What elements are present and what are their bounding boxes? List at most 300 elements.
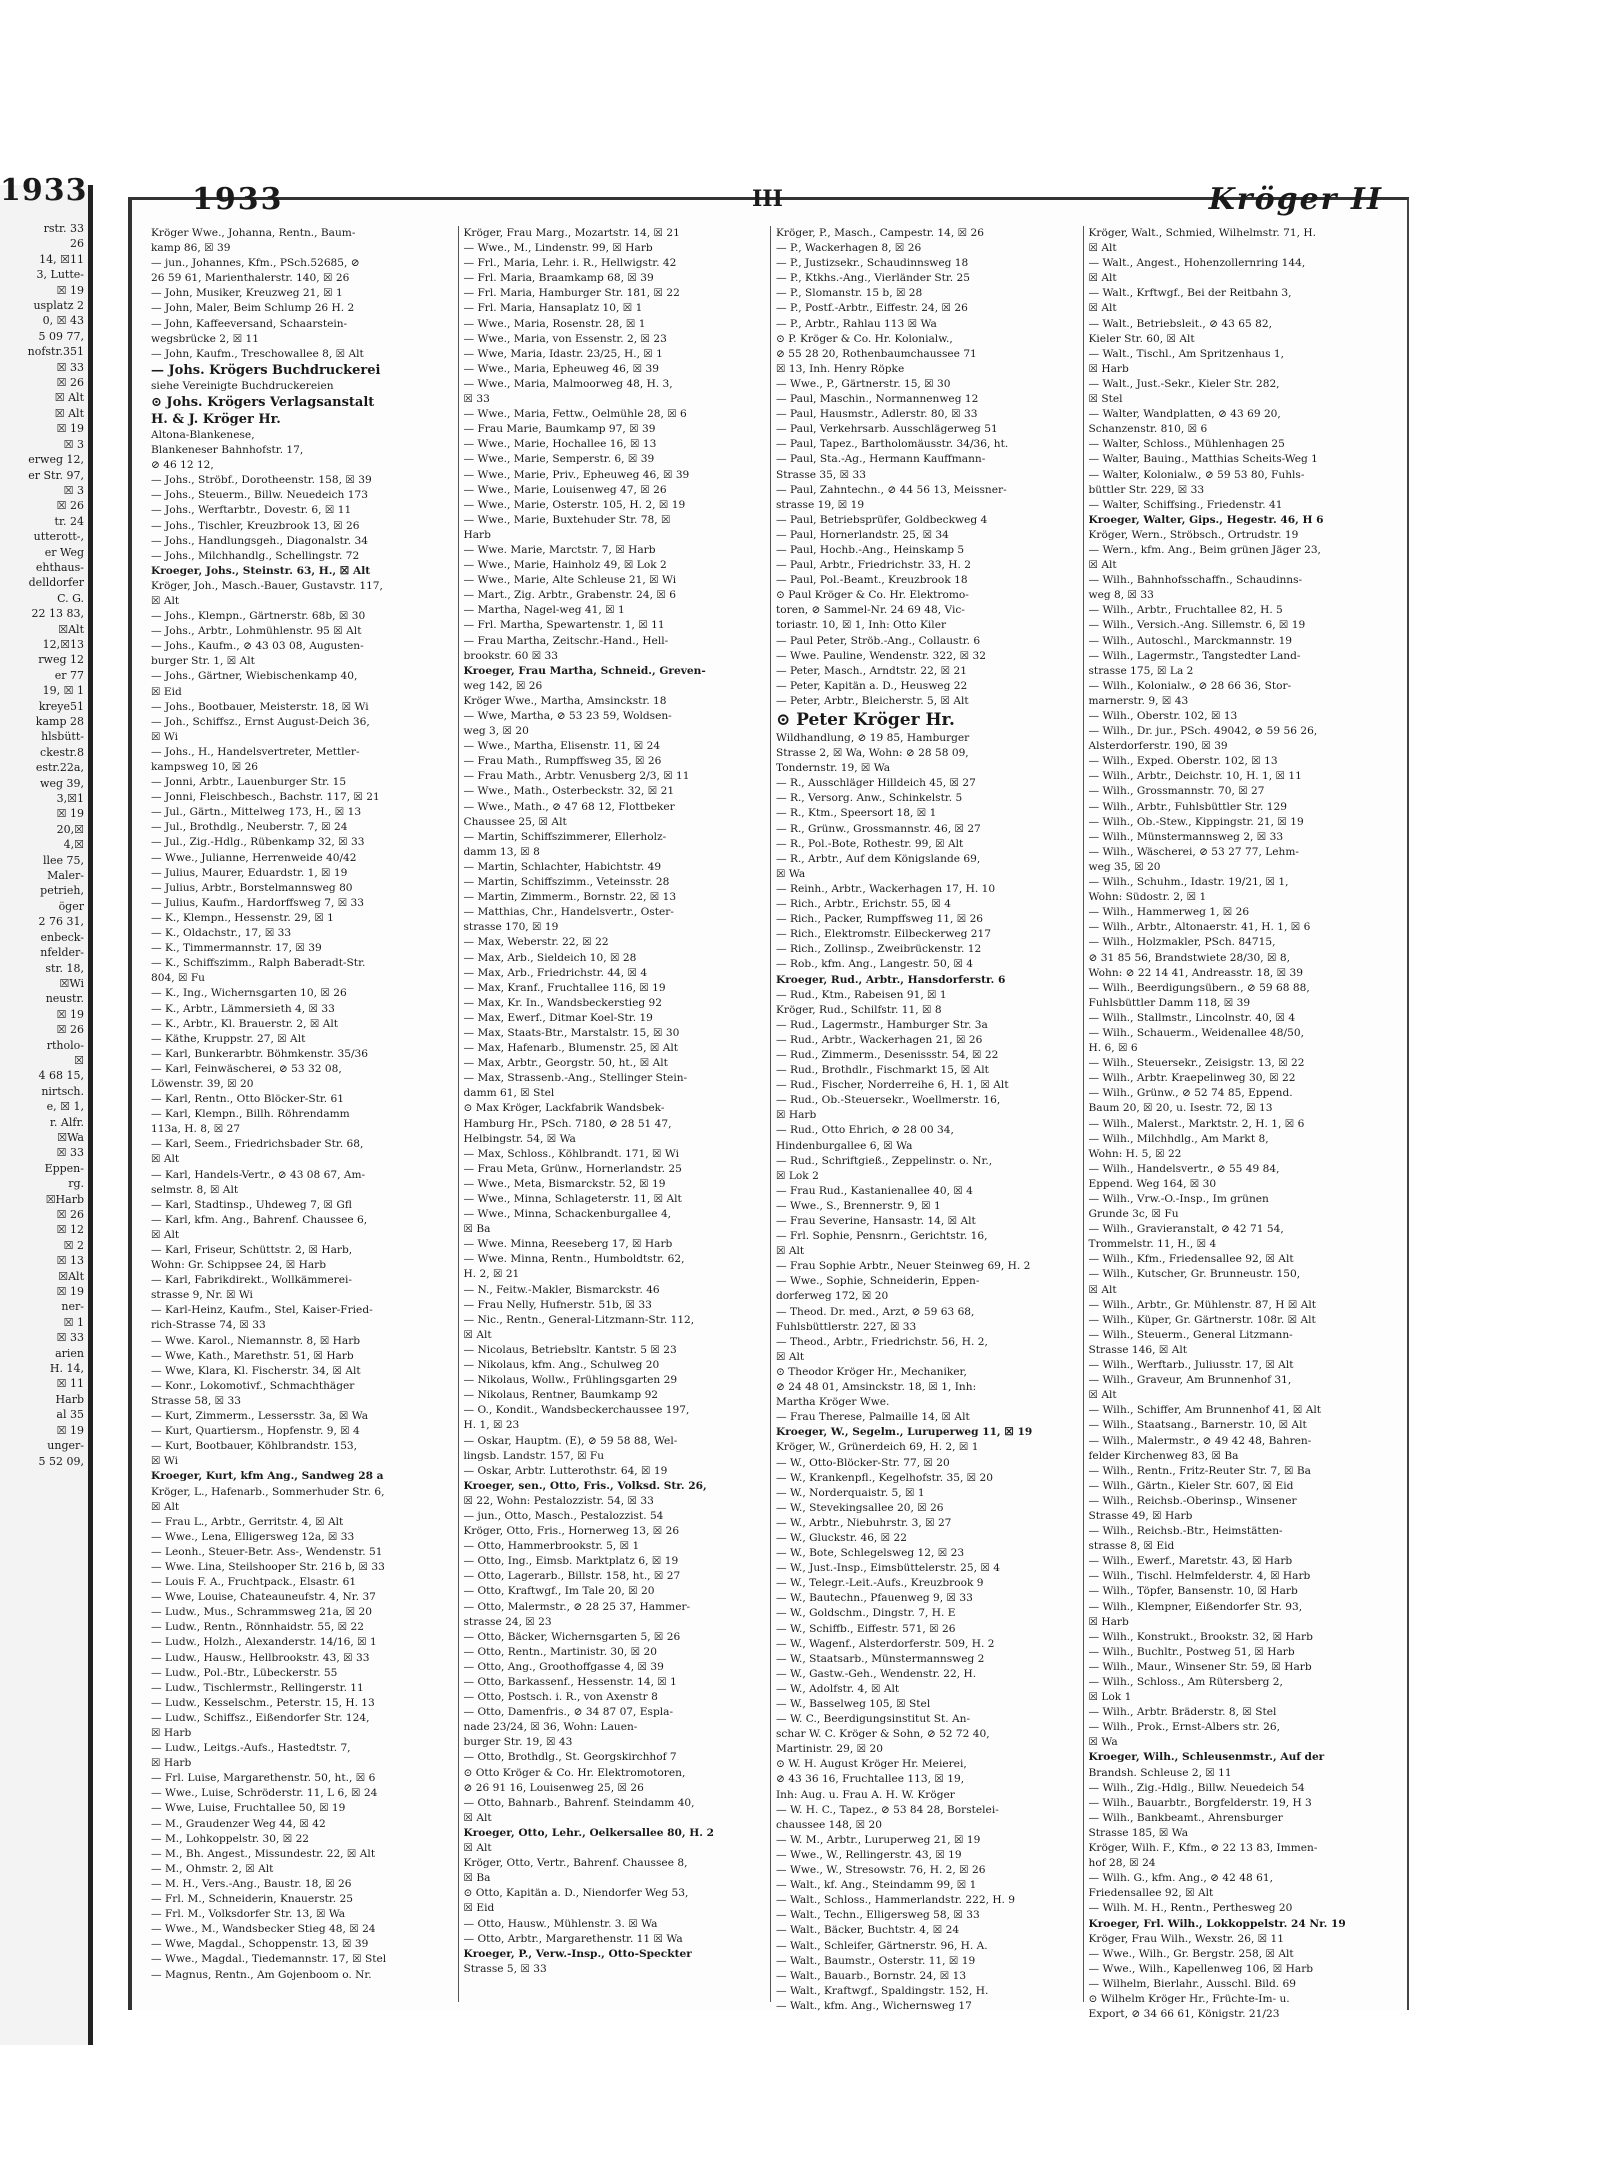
- directory-entry: Löwenstr. 39, ☒ 20: [151, 1077, 254, 1090]
- previous-page-fragment: erweg 12,: [28, 453, 84, 467]
- directory-entry: — K., Ing., Wichernsgarten 10, ☒ 26: [151, 987, 347, 1000]
- directory-entry: — Otto, Malermstr., ⊘ 28 25 37, Hammer-: [463, 1600, 691, 1613]
- directory-entry: — Johs., Tischler, Kreuzbrook 13, ☒ 26: [151, 519, 360, 532]
- directory-entry: — Wilh., Schloss., Am Rütersberg 2,: [1088, 1676, 1283, 1688]
- directory-entry: ☒ 22, Wohn: Pestalozzistr. 54, ☒ 33: [463, 1494, 654, 1507]
- directory-entry: ☒ Alt: [151, 1153, 180, 1166]
- directory-entry: — Theod. Dr. med., Arzt, ⊘ 59 63 68,: [776, 1305, 975, 1318]
- directory-entry: — Johs., Handlungsgeh., Diagonalstr. 34: [151, 534, 369, 547]
- directory-entry: Harb: [463, 528, 491, 541]
- directory-entry: — R., Arbtr., Auf dem Königslande 69,: [776, 852, 981, 865]
- directory-entry: — Ludw., Kesselschm., Peterstr. 15, H. 13: [151, 1696, 375, 1709]
- directory-entry: — Walt., Schloss., Hammerlandstr. 222, H. 9: [776, 1894, 1016, 1907]
- directory-entry: — Wilh., Schiffer, Am Brunnenhof 41, ☒ Alt: [1088, 1404, 1322, 1417]
- previous-page-fragment: ☒ 19: [56, 283, 84, 297]
- directory-entry: — Wilh., Hammerweg 1, ☒ 26: [1088, 906, 1250, 919]
- directory-entry: — Max, Weberstr. 22, ☒ 22: [463, 936, 609, 949]
- directory-entry: felder Kirchenweg 83, ☒ Ba: [1088, 1449, 1239, 1462]
- directory-entry: — Wilh., Arbtr., Fuhlsbüttler Str. 129: [1088, 800, 1288, 813]
- directory-entry: — Frau Math., Rumpffsweg 35, ☒ 26: [463, 755, 662, 768]
- previous-page-fragment: ☒ 19: [56, 1423, 84, 1437]
- previous-page-fragment: rtholo-: [46, 1038, 84, 1052]
- column-3: [770, 226, 1083, 2012]
- directory-entry: — P., Justizsekr., Schaudinnsweg 18: [776, 257, 969, 270]
- directory-entry: — Karl, Fabrikdirekt., Wollkämmerei-: [151, 1274, 352, 1287]
- previous-page-fragment: ☒ 26: [56, 1208, 84, 1221]
- directory-entry: — Wilh., Kutscher, Gr. Brunneustr. 150,: [1088, 1268, 1301, 1281]
- directory-entry: — Karl, Friseur, Schüttstr. 2, ☒ Harb,: [151, 1244, 353, 1256]
- directory-entry: — W. C., Beerdigungsinstitut St. An-: [776, 1713, 971, 1726]
- previous-page-fragment: ☒ 33: [56, 1331, 84, 1345]
- previous-page-fragment: 22 13 83,: [31, 607, 84, 621]
- directory-entry: ☒ Wi: [151, 730, 178, 743]
- directory-entry: — K., Schiffszimm., Ralph Baberadt-Str.: [151, 957, 366, 970]
- directory-entry: Kroeger, P., Verw.-Insp., Otto-Speckter: [463, 1947, 692, 1960]
- directory-entry: kampsweg 10, ☒ 26: [151, 761, 259, 773]
- directory-entry: — Karl, Rentn., Otto Blöcker-Str. 61: [151, 1093, 345, 1106]
- directory-entry: brookstr. 60 ☒ 33: [463, 649, 559, 662]
- directory-entry: — Karl, Bunkerarbtr. Böhmkenstr. 35/36: [151, 1047, 369, 1060]
- directory-entry: — Johs., Kaufm., ⊘ 43 03 08, Augusten-: [151, 640, 364, 653]
- directory-entry: — Martha, Nagel-weg 41, ☒ 1: [463, 604, 625, 617]
- previous-page-fragment: weg 39,: [40, 776, 84, 790]
- directory-entry: — Nicolaus, Betriebsltr. Kantstr. 5 ☒ 23: [463, 1343, 677, 1356]
- directory-entry: H. & J. Kröger Hr.: [151, 411, 281, 427]
- previous-page-fragment: 20,☒: [56, 822, 84, 836]
- directory-entry: — Otto, Hammerbrookstr. 5, ☒ 1: [463, 1540, 640, 1553]
- directory-entry: — Wwe., Sophie, Schneiderin, Eppen-: [776, 1275, 980, 1288]
- directory-entry: — W., Otto-Blöcker-Str. 77, ☒ 20: [776, 1456, 950, 1469]
- directory-entry: — Ludw., Pol.-Btr., Lübeckerstr. 55: [151, 1666, 338, 1679]
- directory-entry: ☒ Ba: [463, 1223, 491, 1236]
- previous-page-fragment: usplatz 2: [33, 299, 84, 313]
- directory-entry: — Wwe., Maria, Rosenstr. 28, ☒ 1: [463, 317, 646, 330]
- directory-entry: — jun., Otto, Masch., Pestalozzist. 54: [463, 1509, 664, 1522]
- directory-entry: — Wwe., Marie, Alte Schleuse 21, ☒ Wi: [463, 574, 677, 587]
- directory-entry: — Rud., Zimmerm., Desenissstr. 54, ☒ 22: [776, 1048, 999, 1061]
- page-header: [132, 182, 1407, 222]
- directory-entry: — Wwe, Luise, Fruchtallee 50, ☒ 19: [151, 1802, 346, 1815]
- directory-entry: — W., Gluckstr. 46, ☒ 22: [776, 1531, 908, 1544]
- directory-entry: — Wilh., Arbtr. Kraepelinweg 30, ☒ 22: [1088, 1072, 1296, 1085]
- directory-entry: Kroeger, Wilh., Schleusenmstr., Auf der: [1088, 1751, 1325, 1764]
- directory-entry: — Magnus, Rentn., Am Gojenboom o. Nr.: [151, 1968, 372, 1981]
- directory-entry: ☒ Lok 2: [776, 1169, 819, 1182]
- directory-entry: — Wwe., Marie, Semperstr. 6, ☒ 39: [463, 453, 655, 466]
- directory-entry: — Wwe. Lina, Steilshooper Str. 216 b, ☒ 33: [151, 1560, 385, 1573]
- directory-entry: — Wwe. Pauline, Wendenstr. 322, ☒ 32: [776, 649, 986, 662]
- directory-entry: — Oskar, Hauptm. (E), ⊘ 59 58 88, Wel-: [463, 1434, 678, 1447]
- directory-entry: — Otto, Ang., Groothoffgasse 4, ☒ 39: [463, 1660, 664, 1673]
- directory-entry: Fuhlsbüttler Damm 118, ☒ 39: [1088, 996, 1251, 1009]
- directory-entry: — Rud., Ob.-Steuersekr., Woellmerstr. 16,: [776, 1094, 1001, 1107]
- directory-entry: — Wilh. M. H., Rentn., Perthesweg 20: [1088, 1902, 1293, 1915]
- directory-entry: — Max, Arb., Sieldeich 10, ☒ 28: [463, 951, 637, 964]
- directory-entry: — Otto, Barkassenf., Hessenstr. 14, ☒ 1: [463, 1676, 677, 1688]
- previous-page-fragment: ☒ 12: [56, 1223, 84, 1237]
- directory-entry: — Walt., Angest., Hohenzollernring 144,: [1088, 257, 1306, 270]
- directory-entry: — Frau L., Arbtr., Gerritstr. 4, ☒ Alt: [151, 1515, 344, 1528]
- directory-entry: Altona-Blankenese,: [151, 428, 255, 441]
- directory-entry: — Wwe., M., Lindenstr. 99, ☒ Harb: [463, 242, 653, 255]
- previous-page-fragment: 19, ☒ 1: [42, 684, 84, 698]
- directory-entry: Kroeger, W., Segelm., Luruperweg 11, ☒ 19: [776, 1426, 1033, 1439]
- previous-page-fragment: ☒Harb: [45, 1192, 84, 1206]
- directory-entry: Fuhlsbüttlerstr. 227, ☒ 33: [776, 1320, 917, 1333]
- directory-entry: — Wilh., Küper, Gr. Gärtnerstr. 108r. ☒ Alt: [1088, 1313, 1316, 1326]
- directory-entry: — P., Slomanstr. 15 b, ☒ 28: [776, 287, 923, 300]
- directory-entry: — Otto, Ing., Eimsb. Marktplatz 6, ☒ 19: [463, 1555, 679, 1568]
- directory-entry: — K., Oldachstr., 17, ☒ 33: [151, 927, 292, 940]
- directory-entry: weg 142, ☒ 26: [463, 679, 543, 692]
- directory-entry: — W., Norderquaistr. 5, ☒ 1: [776, 1486, 925, 1499]
- previous-page-fragment: tr. 24: [54, 514, 84, 528]
- directory-entry: Baum 20, ☒ 20, u. Isestr. 72, ☒ 13: [1088, 1102, 1273, 1115]
- directory-entry: — P., Ktkhs.-Ang., Vierländer Str. 25: [776, 272, 971, 285]
- directory-entry: — Ludw., Holzh., Alexanderstr. 14/16, ☒ 1: [151, 1636, 377, 1649]
- directory-entry: — Nikolaus, Rentner, Baumkamp 92: [463, 1389, 659, 1402]
- column-1: [146, 226, 458, 2002]
- directory-entry: — Max, Schloss., Köhlbrandt. 171, ☒ Wi: [463, 1147, 679, 1160]
- directory-entry: ☒ Alt: [776, 1245, 805, 1258]
- previous-page-fragment: kamp 28: [35, 715, 84, 728]
- directory-entry: — Walt., Techn., Elligersweg 58, ☒ 33: [776, 1909, 980, 1922]
- directory-entry: — Wwe., Maria, von Essenstr. 2, ☒ 23: [463, 332, 667, 345]
- directory-entry: ☒ Harb: [776, 1109, 817, 1122]
- directory-entry: — Wilh., Buchltr., Postweg 51, ☒ Harb: [1088, 1645, 1295, 1658]
- directory-entry: — Frau Meta, Grünw., Hornerlandstr. 25: [463, 1162, 682, 1175]
- previous-page-fragment: arien: [55, 1346, 84, 1360]
- directory-entry: — Nikolaus, kfm. Ang., Schulweg 20: [463, 1359, 660, 1372]
- directory-entry: — Martin, Schiffszimm., Veteinsstr. 28: [463, 876, 670, 889]
- directory-entry: — Wwe, Louise, Chateauneufstr. 4, Nr. 37: [151, 1591, 376, 1604]
- previous-page-fragment: ckestr.8: [40, 745, 84, 759]
- directory-entry: — Paul, Arbtr., Friedrichstr. 33, H. 2: [776, 559, 971, 572]
- directory-entry: — Kurt, Bootbauer, Köhlbrandstr. 153,: [151, 1440, 358, 1453]
- directory-entry: — Kurt, Quartiersm., Hopfenstr. 9, ☒ 4: [151, 1425, 360, 1438]
- directory-entry: — Paul, Sta.-Ag., Hermann Kauffmann-: [776, 453, 986, 466]
- directory-entry: — N., Feitw.-Makler, Bismarckstr. 46: [463, 1283, 660, 1296]
- directory-entry: — Mart., Zig. Arbtr., Grabenstr. 24, ☒ 6: [463, 589, 676, 602]
- directory-entry: Eppend. Weg 164, ☒ 30: [1088, 1177, 1217, 1190]
- directory-entry: ☒ Alt: [151, 594, 180, 607]
- directory-entry: — Johs., Steuerm., Billw. Neuedeich 173: [151, 489, 368, 502]
- directory-entry: — Rud., Ktm., Rabeisen 91, ☒ 1: [776, 988, 947, 1001]
- directory-entry: — Wilh., Kolonialw., ⊘ 28 66 36, Stor-: [1088, 679, 1292, 692]
- previous-page-fragment: 12,☒13: [42, 637, 84, 651]
- directory-entry: strasse 9, Nr. ☒ Wi: [151, 1289, 253, 1302]
- previous-page-fragment: öger: [58, 899, 84, 913]
- directory-entry: — Martin, Schiffszimmerer, Ellerholz-: [463, 830, 667, 843]
- directory-entry: — Kurt, Zimmerm., Lessersstr. 3a, ☒ Wa: [151, 1410, 369, 1423]
- directory-entry: — Johs., Ströbf., Dorotheenstr. 158, ☒ 39: [151, 474, 372, 487]
- directory-entry: — Peter, Kapitän a. D., Heusweg 22: [776, 679, 968, 692]
- directory-entry: — Martin, Schlachter, Habichtstr. 49: [463, 860, 662, 873]
- directory-entry: strasse 175, ☒ La 2: [1088, 664, 1194, 677]
- directory-entry: hof 28, ☒ 24: [1088, 1857, 1156, 1870]
- previous-page-fragment: ☒ 19: [56, 1007, 84, 1021]
- directory-entry: toriastr. 10, ☒ 1, Inh: Otto Kiler: [776, 619, 947, 632]
- directory-entry: — Wwe., Marie, Osterstr. 105, H. 2, ☒ 19: [463, 498, 686, 511]
- directory-entry: — Wilh., Stallmstr., Lincolnstr. 40, ☒ 4: [1088, 1011, 1296, 1024]
- directory-entry: — Paul, Tapez., Bartholomäusstr. 34/36, ht.: [776, 438, 1009, 451]
- previous-page-fragment: 3,☒1: [56, 792, 84, 806]
- directory-entry: Kroeger, Walter, Gips., Hegestr. 46, H 6: [1088, 513, 1324, 526]
- directory-entry: — R., Ausschläger Hilldeich 45, ☒ 27: [776, 777, 976, 790]
- directory-entry: Kröger, Frau Wilh., Wexstr. 26, ☒ 11: [1088, 1932, 1285, 1945]
- directory-entry: — Wwe., Marie, Hainholz 49, ☒ Lok 2: [463, 559, 667, 572]
- directory-entry: ⊙ Paul Kröger & Co. Hr. Elektromo-: [776, 589, 969, 602]
- directory-entry: — Wwe., W., Stresowstr. 76, H. 2, ☒ 26: [776, 1864, 986, 1877]
- directory-entry: nade 23/24, ☒ 36, Wohn: Lauen-: [463, 1721, 638, 1734]
- directory-entry: — Wilh., Vrw.-O.-Insp., Im grünen: [1088, 1193, 1269, 1205]
- directory-entry: dorferweg 172, ☒ 20: [776, 1290, 889, 1303]
- directory-entry: — Max, Kr. In., Wandsbeckerstieg 92: [463, 996, 663, 1009]
- directory-entry: — Wilh., Bankbeamt., Ahrensburger: [1088, 1811, 1283, 1824]
- directory-entry: ☒ Alt: [1088, 272, 1117, 285]
- directory-entry: Kröger, Wern., Ströbsch., Ortrudstr. 19: [1088, 528, 1299, 541]
- directory-entry: — Peter, Masch., Arndtstr. 22, ☒ 21: [776, 664, 967, 677]
- directory-entry: — Wwe., Marie, Hochallee 16, ☒ 13: [463, 438, 657, 451]
- directory-entry: — Max, Kranf., Fruchtallee 116, ☒ 19: [463, 981, 666, 994]
- directory-entry: — Wwe., P., Gärtnerstr. 15, ☒ 30: [776, 377, 951, 390]
- directory-entry: — Max, Hafenarb., Blumenstr. 25, ☒ Alt: [463, 1042, 679, 1055]
- directory-entry: — Frau Sophie Arbtr., Neuer Steinweg 69, H. 2: [776, 1260, 1031, 1273]
- directory-entry: Martha Kröger Wwe.: [776, 1396, 890, 1409]
- directory-entry: — W., Schiffb., Eiffestr. 571, ☒ 26: [776, 1622, 956, 1635]
- directory-entry: rich-Strasse 74, ☒ 33: [151, 1319, 266, 1332]
- directory-entry: lingsb. Landstr. 157, ☒ Fu: [463, 1449, 605, 1462]
- previous-page-fragment: ☒ 3: [63, 437, 84, 451]
- directory-entry: — Wwe. Minna, Rentn., Humboldtstr. 62,: [463, 1253, 685, 1266]
- directory-entry: — Johs., Gärtner, Wiebischenkamp 40,: [151, 670, 358, 683]
- directory-entry: — Rud., Schriftgieß., Zeppelinstr. o. Nr.,: [776, 1154, 993, 1167]
- directory-entry: — Wilh., Staatsang., Barnerstr. 10, ☒ Alt: [1088, 1419, 1307, 1432]
- previous-page-fragment: rstr. 33: [43, 222, 84, 235]
- directory-entry: — Rob., kfm. Ang., Langestr. 50, ☒ 4: [776, 958, 974, 971]
- directory-entry: — Wwe, Magdal., Schoppenstr. 13, ☒ 39: [151, 1938, 369, 1951]
- directory-entry: — M., Bh. Angest., Missundestr. 22, ☒ Alt: [151, 1847, 376, 1860]
- directory-entry: — John, Kaufm., Treschowallee 8, ☒ Alt: [151, 347, 364, 360]
- directory-entry: — Rud., Otto Ehrich, ⊘ 28 00 34,: [776, 1124, 954, 1137]
- directory-entry: — Frl., Maria, Lehr. i. R., Hellwigstr. 42: [463, 257, 677, 270]
- previous-page-fragment: 2 76 31,: [38, 915, 84, 929]
- directory-entry: — Wilh., Bauarbtr., Borgfelderstr. 19, H 3: [1088, 1796, 1312, 1809]
- directory-entry: — Otto, Bäcker, Wichernsgarten 5, ☒ 26: [463, 1630, 681, 1643]
- directory-entry: — Otto, Brothdlg., St. Georgskirchhof 7: [463, 1751, 677, 1764]
- directory-entry: ⊙ Otto, Kapitän a. D., Niendorfer Weg 53,: [463, 1887, 689, 1900]
- directory-entry: ☒ Alt: [463, 1328, 492, 1341]
- directory-entry: — Oskar, Arbtr. Lutterothstr. 64, ☒ 19: [463, 1464, 668, 1477]
- directory-entry: — Walt., Schleifer, Gärtnerstr. 96, H. A.: [776, 1939, 988, 1952]
- directory-entry: — Wilh. G., kfm. Ang., ⊘ 42 48 61,: [1088, 1872, 1273, 1885]
- directory-entry: ☒ Alt: [1088, 1389, 1117, 1402]
- directory-entry: ☒ Eid: [463, 1902, 495, 1915]
- directory-entry: Hamburg Hr., PSch. 7180, ⊘ 28 51 47,: [463, 1117, 672, 1130]
- directory-entry: Kroeger, Johs., Steinstr. 63, H., ☒ Alt: [151, 564, 371, 577]
- directory-entry: — Paul, Hausmstr., Adlerstr. 80, ☒ 33: [776, 408, 978, 421]
- directory-entry: — Ludw., Rentn., Rönnhaidstr. 55, ☒ 22: [151, 1621, 364, 1634]
- previous-page-fragment: er Weg: [44, 545, 84, 559]
- directory-entry: — Wilh., Dr. jur., PSch. 49042, ⊘ 59 56 26,: [1088, 725, 1318, 738]
- directory-entry: — Wwe, Kath., Marethstr. 51, ☒ Harb: [151, 1349, 354, 1362]
- directory-entry: — Johs., Bootbauer, Meisterstr. 18, ☒ Wi: [151, 700, 369, 713]
- directory-entry: — Jul., Brothdlg., Neuberstr. 7, ☒ 24: [151, 821, 348, 834]
- directory-entry: — Wwe., Maria, Epheuweg 46, ☒ 39: [463, 362, 659, 375]
- directory-entry: Tondernstr. 19, ☒ Wa: [776, 762, 891, 775]
- directory-entry: Kroeger, Frau Martha, Schneid., Greven-: [463, 664, 706, 677]
- directory-entry: — W., Krankenpfl., Kegelhofstr. 35, ☒ 20: [776, 1471, 994, 1484]
- directory-entry: — Wwe., Meta, Bismarckstr. 52, ☒ 19: [463, 1177, 666, 1190]
- directory-entry: — Frau Martha, Zeitschr.-Hand., Hell-: [463, 634, 669, 647]
- previous-page-fragment: ☒ 3: [63, 483, 84, 497]
- directory-entry: — Johs., Klempn., Gärtnerstr. 68b, ☒ 30: [151, 610, 366, 623]
- directory-entry: — Wilh., Arbtr., Deichstr. 10, H. 1, ☒ 11: [1088, 770, 1302, 783]
- directory-entry: — Wwe., Math., Osterbeckstr. 32, ☒ 21: [463, 785, 675, 798]
- previous-page-fragment: H. 14,: [49, 1362, 84, 1376]
- directory-entry: — Nikolaus, Wollw., Frühlingsgarten 29: [463, 1374, 678, 1387]
- directory-entry: Schanzenstr. 810, ☒ 6: [1088, 423, 1208, 436]
- directory-entry: — Wilh., Versich.-Ang. Sillemstr. 6, ☒ 19: [1088, 619, 1306, 632]
- previous-page-fragment: ☒Wa: [57, 1130, 84, 1144]
- previous-page-fragment: ☒ 33: [56, 1146, 84, 1160]
- directory-entry: — W., Basselweg 105, ☒ Stel: [776, 1698, 931, 1710]
- directory-entry: ⊘ 46 12 12,: [151, 459, 214, 472]
- directory-entry: — Paul, Maschin., Normannenweg 12: [776, 393, 979, 406]
- directory-entry: — Paul, Hornerlandstr. 25, ☒ 34: [776, 528, 949, 541]
- directory-entry: Alsterdorferstr. 190, ☒ 39: [1088, 740, 1228, 753]
- directory-entry: Kröger, P., Masch., Campestr. 14, ☒ 26: [776, 227, 984, 239]
- directory-entry: — Matthias, Chr., Handelsvertr., Oster-: [463, 906, 674, 919]
- previous-page-fragment: enbeck-: [40, 930, 84, 944]
- directory-entry: ⊘ 43 36 16, Fruchtallee 113, ☒ 19,: [776, 1773, 965, 1786]
- directory-entry: Kroeger, Rud., Arbtr., Hansdorferstr. 6: [776, 973, 1006, 986]
- directory-entry: — jun., Johannes, Kfm., PSch.52685, ⊘: [151, 257, 360, 270]
- directory-entry: — W., Just.-Insp., Eimsbüttelerstr. 25, ☒ 4: [776, 1562, 1000, 1575]
- directory-entry: ⊙ W. H. August Kröger Hr. Meierei,: [776, 1758, 967, 1771]
- directory-entry: ☒ Harb: [1088, 362, 1129, 375]
- directory-entry: — Wwe. Karol., Niemannstr. 8, ☒ Harb: [151, 1334, 361, 1347]
- directory-entry: — K., Klempn., Hessenstr. 29, ☒ 1: [151, 911, 334, 924]
- directory-entry: — Otto, Damenfris., ⊘ 34 87 07, Esplа-: [463, 1706, 674, 1719]
- directory-entry: Helbingstr. 54, ☒ Wa: [463, 1132, 576, 1145]
- directory-entry: — Wwe., Marie, Priv., Epheuweg 46, ☒ 39: [463, 468, 690, 481]
- directory-entry: Wildhandlung, ⊘ 19 85, Hamburger: [776, 732, 970, 744]
- directory-entry: ☒ Wa: [776, 867, 806, 880]
- directory-entry: 113a, H. 8, ☒ 27: [151, 1123, 241, 1136]
- directory-entry: — Karl, Seem., Friedrichsbader Str. 68,: [151, 1138, 364, 1151]
- directory-entry: Kröger, Walt., Schmied, Wilhelmstr. 71, H.: [1088, 227, 1316, 239]
- directory-entry: — Wilh., Kfm., Friedensallee 92, ☒ Alt: [1088, 1253, 1294, 1266]
- directory-entry: — Walt., Krftwgf., Bei der Reitbahn 3,: [1088, 287, 1292, 300]
- page-number: III: [752, 186, 783, 212]
- directory-entry: strasse 8, ☒ Eid: [1088, 1540, 1175, 1553]
- directory-entry: H. 6, ☒ 6: [1088, 1042, 1138, 1055]
- previous-page-fragment: ☒ 26: [56, 499, 84, 513]
- previous-page-fragment: ☒ 13: [56, 1254, 84, 1268]
- directory-entry: toren, ⊘ Sammel-Nr. 24 69 48, Vic-: [776, 604, 965, 617]
- directory-entry: — Frl. M., Volksdorfer Str. 13, ☒ Wa: [151, 1908, 346, 1921]
- directory-entry: — Wwe., Minna, Schackenburgallee 4,: [463, 1208, 672, 1221]
- directory-entry: — Wilh., Graveur, Am Brunnenhof 31,: [1088, 1374, 1292, 1387]
- directory-entry: — Frl. Maria, Braamkamp 68, ☒ 39: [463, 272, 654, 285]
- directory-entry: — Wilh., Arbtr., Altonaerstr. 41, H. 1, ☒ 6: [1088, 921, 1311, 934]
- directory-entry: — Wilh., Wäscherei, ⊘ 53 27 77, Lehm-: [1088, 845, 1299, 858]
- directory-entry: — John, Maler, Beim Schlump 26 H. 2: [151, 302, 355, 315]
- directory-entry: ⊙ Peter Kröger Hr.: [776, 710, 955, 730]
- directory-entry: — Frl. Maria, Hansaplatz 10, ☒ 1: [463, 302, 643, 315]
- directory-entry: — John, Musiker, Kreuzweg 21, ☒ 1: [151, 287, 343, 300]
- directory-entry: — Wwe, Klara, Kl. Fischerstr. 34, ☒ Alt: [151, 1364, 361, 1377]
- directory-entry: — Wilh., Bahnhofsschaffn., Schaudinns-: [1088, 574, 1303, 587]
- directory-entry: burger Str. 1, ☒ Alt: [151, 655, 255, 668]
- directory-entry: Kröger, Otto, Fris., Hornerweg 13, ☒ 26: [463, 1525, 680, 1538]
- directory-entry: — Rich., Arbtr., Erichstr. 55, ☒ 4: [776, 898, 952, 911]
- directory-entry: — Wilh., Ewerf., Maretstr. 43, ☒ Harb: [1088, 1555, 1293, 1568]
- directory-entry: — Wilh., Zig.-Hdlg., Billw. Neuedeich 54: [1088, 1781, 1305, 1794]
- directory-entry: Trommelstr. 11, H., ☒ 4: [1088, 1238, 1217, 1251]
- directory-entry: — W., Bote, Schlegelsweg 12, ☒ 23: [776, 1547, 965, 1560]
- directory-entry: — Joh., Schiffsz., Ernst August-Deich 36,: [151, 715, 370, 728]
- previous-page-fragment: petrieh,: [40, 884, 84, 898]
- directory-entry: — R., Ktm., Speersort 18, ☒ 1: [776, 807, 937, 820]
- previous-page-fragment: ☒ 11: [56, 1377, 84, 1391]
- previous-page-fragment: ☒ 19: [56, 1285, 84, 1299]
- directory-entry: — M., Lohkoppelstr. 30, ☒ 22: [151, 1832, 310, 1845]
- previous-page-fragment: ☒: [74, 1053, 84, 1067]
- directory-entry: siehe Vereinigte Buchdruckereien: [151, 379, 334, 392]
- directory-entry: — Otto, Kraftwgf., Im Tale 20, ☒ 20: [463, 1585, 655, 1598]
- directory-entry: — P., Postf.-Arbtr., Eiffestr. 24, ☒ 26: [776, 302, 968, 315]
- directory-entry: — Walt., kfm. Ang., Wichernsweg 17: [776, 1999, 972, 2012]
- directory-entry: Grunde 3c, ☒ Fu: [1088, 1208, 1179, 1221]
- previous-page-fragment: 14, ☒11: [39, 252, 84, 266]
- directory-entry: — Wilh., Arbtr., Fruchtallee 82, H. 5: [1088, 604, 1283, 617]
- directory-entry: — Walt., kf. Ang., Steindamm 99, ☒ 1: [776, 1879, 977, 1892]
- directory-entry: — Nic., Rentn., General-Litzmann-Str. 112,: [463, 1313, 695, 1326]
- directory-entry: — Johs. Krögers Buchdruckerei: [151, 362, 381, 378]
- directory-entry: — Rich., Elektromstr. Eilbeckerweg 217: [776, 928, 992, 941]
- previous-page-fragment: nofstr.351: [27, 345, 84, 359]
- directory-entry: damm 61, ☒ Stel: [463, 1087, 555, 1100]
- directory-entry: ⊙ P. Kröger & Co. Hr. Kolonialw.,: [776, 332, 953, 345]
- directory-entry: — Rich., Packer, Rumpffsweg 11, ☒ 26: [776, 913, 984, 926]
- directory-entry: 26 59 61, Marienthalerstr. 140, ☒ 26: [151, 272, 350, 285]
- directory-entry: weg 3, ☒ 20: [463, 725, 529, 738]
- directory-entry: strasse 24, ☒ 23: [463, 1615, 552, 1628]
- directory-entry: — Peter, Arbtr., Bleicherstr. 5, ☒ Alt: [776, 694, 969, 707]
- directory-entry: wegsbrücke 2, ☒ 11: [151, 332, 260, 345]
- directory-entry: — Wilh., Gärtn., Kieler Str. 607, ☒ Eid: [1088, 1479, 1294, 1492]
- previous-page-fragment: Maler-: [47, 869, 84, 883]
- previous-page-fragment: ner-: [61, 1300, 84, 1314]
- previous-page-fragment: 5 09 77,: [38, 329, 84, 343]
- directory-entry: — W., Goldschm., Dingstr. 7, H. E: [776, 1607, 956, 1620]
- directory-entry: — Martin, Zimmerm., Bornstr. 22, ☒ 13: [463, 891, 677, 904]
- directory-entry: — Walter, Kolonialw., ⊘ 59 53 80, Fuhls-: [1088, 468, 1305, 481]
- directory-entry: — Walter, Schiffsing., Friedenstr. 41: [1088, 498, 1283, 511]
- directory-entry: — Jonni, Fleischbesch., Bachstr. 117, ☒ 21: [151, 791, 380, 804]
- directory-entry: — Wilh., Maur., Winsener Str. 59, ☒ Harb: [1088, 1660, 1312, 1673]
- directory-entry: — Wwe., S., Brennerstr. 9, ☒ 1: [776, 1199, 941, 1212]
- directory-entry: Kröger, Frau Marg., Mozartstr. 14, ☒ 21: [463, 227, 680, 239]
- directory-entry: — Wilh., Prok., Ernst-Albers str. 26,: [1088, 1721, 1280, 1734]
- directory-entry: — Wilh., Werftarb., Juliusstr. 17, ☒ Alt: [1088, 1359, 1294, 1372]
- directory-entry: strasse 19, ☒ 19: [776, 498, 865, 511]
- directory-entry: — Wwe., Maria, Malmoorweg 48, H. 3,: [463, 377, 673, 390]
- directory-entry: — John, Kaffeeversand, Schaarstein-: [151, 317, 348, 330]
- directory-entry: ☒ Ba: [463, 1872, 491, 1885]
